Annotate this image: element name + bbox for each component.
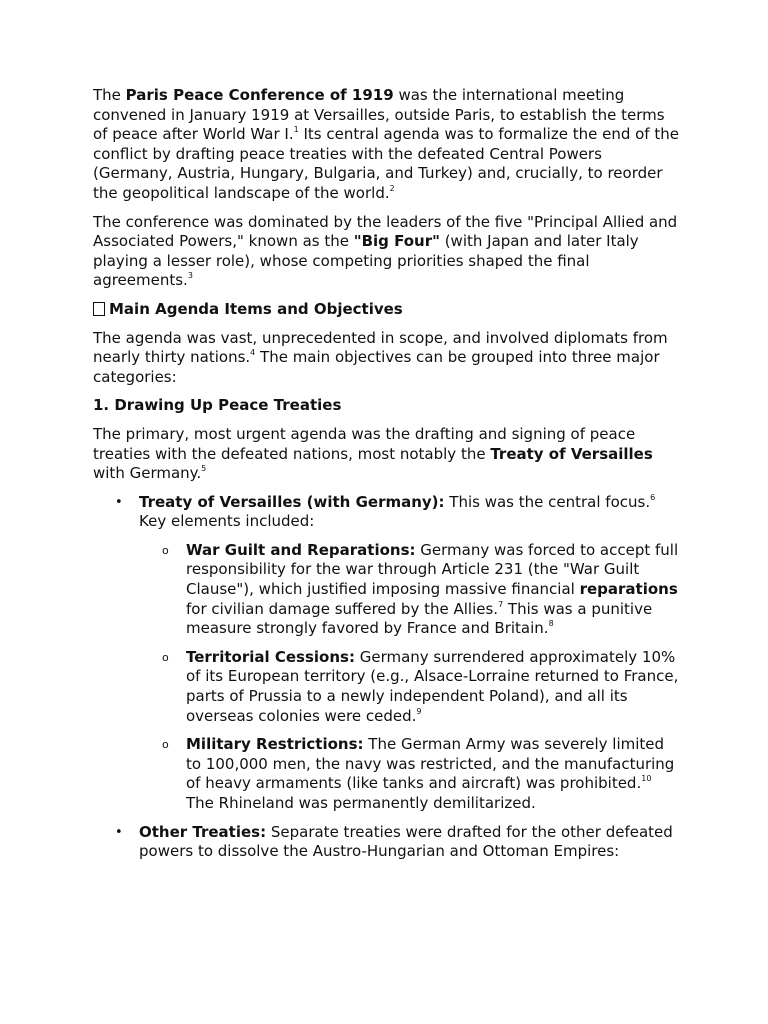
intro-paragraph-1: [93, 86, 683, 204]
text-run: The German Army was severely limited to 100,000 men, the navy was restricted, and the manufacturing of heavy armaments (like tanks and aircraft) was prohibited.: [186, 735, 675, 793]
footnote-ref: 7: [498, 599, 504, 609]
sublist-item-war-guilt: [139, 541, 683, 639]
bold-text: Military Restrictions:: [186, 735, 364, 754]
text-run: The main objectives can be grouped into three major categories:: [93, 348, 660, 386]
treaties-intro-paragraph: [93, 425, 683, 484]
list-item-versailles: [93, 493, 683, 814]
footnote-ref: 8: [548, 619, 554, 629]
document-page: [93, 86, 683, 871]
bold-text: War Guilt and Reparations:: [186, 540, 416, 559]
section-heading-text: Main Agenda Items and Objectives: [109, 299, 403, 318]
text-run: for civilian damage suffered by the Allies.: [186, 599, 499, 618]
bold-text: Other Treaties:: [139, 822, 267, 841]
bold-text: reparations: [579, 580, 678, 599]
bold-text: Paris Peace Conference of 1919: [125, 86, 394, 104]
sub-bullet-icon: o: [162, 738, 169, 752]
footnote-ref: 10: [641, 774, 652, 784]
footnote-ref: 9: [416, 706, 422, 716]
text-run: Germany surrendered approximately 10% of its European territory (e.g., Alsace-Lorraine returned to France, parts of Prussia to a newly independent Poland), and all its overseas colonies were ceded.: [186, 647, 679, 725]
agenda-paragraph: [93, 329, 683, 388]
section-heading: [93, 300, 683, 320]
text-run: Its central agenda was to formalize the end of the conflict by drafting peace treaties with the defeated Central Powers (Germany, Austria, Hungary, Bulgaria, and Turkey) and, crucially, to reorder the geopolitical landscape of the world.: [93, 125, 679, 202]
text-run: This was the central focus.: [444, 492, 651, 511]
text-run: The agenda was vast, unprecedented in scope, and involved diplomats from nearly thirty nations.: [93, 328, 668, 367]
footnote-ref: 6: [650, 492, 656, 502]
text-run: The: [93, 86, 126, 104]
text-run: Key elements included:: [139, 512, 315, 531]
list-item-other-treaties: [93, 823, 683, 862]
sublist-item-military: [139, 735, 683, 813]
footnote-ref: 2: [389, 183, 395, 193]
text-run: Germany was forced to accept full responsibility for the war through Article 231 (the "War Guilt Clause"), which justified imposing massive financial: [186, 540, 679, 599]
text-run: The conference was dominated by the leaders of the five "Principal Allied and Associated Powers," known as the: [93, 212, 678, 251]
footnote-ref: 5: [201, 464, 207, 474]
bold-text: Treaty of Versailles (with Germany):: [139, 492, 445, 511]
footnote-ref: 1: [293, 125, 299, 135]
treaty-list: [93, 493, 683, 862]
footnote-ref: 3: [187, 271, 193, 281]
text-run: (with Japan and later Italy playing a lesser role), whose competing priorities shaped the final agreements.: [93, 232, 639, 290]
text-run: The Rhineland was permanently demilitarized.: [186, 794, 536, 812]
sub-bullet-icon: o: [162, 543, 169, 557]
text-run: The primary, most urgent agenda was the drafting and signing of peace treaties with the defeated nations, most notably the: [93, 424, 636, 463]
missing-glyph-icon: [93, 302, 105, 316]
subheading-peace-treaties: 1. Drawing Up Peace Treaties: [93, 396, 342, 415]
text-run: This was a punitive measure strongly favored by France and Britain.: [186, 599, 653, 638]
bullet-icon: •: [115, 494, 123, 510]
bold-text: Treaty of Versailles: [490, 444, 653, 463]
sublist-item-territorial: [139, 648, 683, 726]
bold-text: Territorial Cessions:: [186, 647, 355, 666]
text-run: was the international meeting convened in January 1919 at Versailles, outside Paris, to establish the terms of peace after World War I.: [93, 86, 665, 144]
versailles-sublist: [139, 541, 683, 814]
text-run: with Germany.: [93, 464, 202, 483]
bold-text: "Big Four": [353, 232, 440, 251]
intro-paragraph-2: [93, 213, 683, 291]
bullet-icon: •: [115, 824, 123, 840]
sub-bullet-icon: o: [162, 650, 169, 664]
text-run: Separate treaties were drafted for the other defeated powers to dissolve the Austro-Hungarian and Ottoman Empires:: [139, 822, 673, 861]
footnote-ref: 4: [250, 348, 256, 358]
